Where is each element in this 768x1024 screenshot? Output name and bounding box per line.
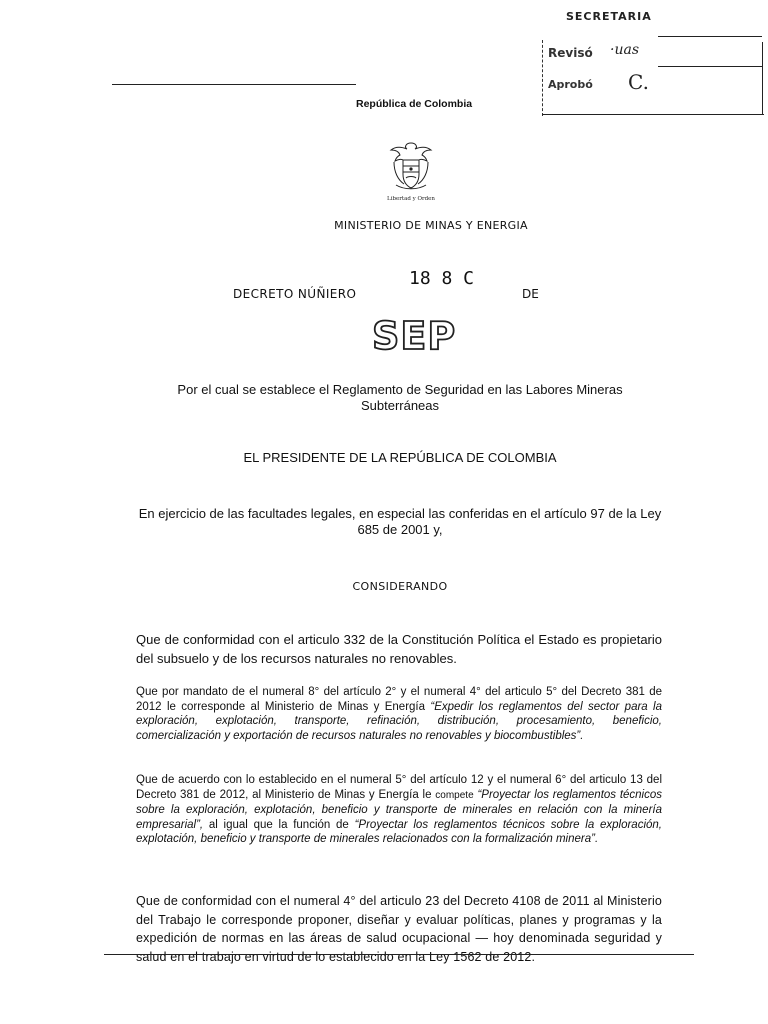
considering-paragraph-3 <box>136 773 662 847</box>
decree-label: DECRETO NÚÑIERO <box>233 287 357 301</box>
paragraph-3-text: Que de acuerdo con lo establecido en el numeral 5° del artículo 12 y el numeral 6° del articulo 13 del Decreto 381 de 2012, al Ministerio de Minas y Energía le <box>136 774 662 801</box>
stamp-aprobo-label: Aprobó <box>548 78 593 91</box>
paragraph-3-quote-2: “Proyectar los reglamentos técnicos sobre la exploración, explotación, beneficio y transporte de minerales relacionados con la formalización minera”. <box>136 818 662 845</box>
stamp-title: SECRETARIA <box>566 10 652 23</box>
stamp-reviso-signature: ·uas <box>610 42 639 58</box>
date-stamp-month: SEP <box>372 314 457 358</box>
stamp-frame-left <box>542 40 543 116</box>
footer-rule <box>104 954 694 955</box>
secretaria-stamp <box>540 6 766 116</box>
considering-paragraph-2 <box>136 685 662 743</box>
considering-paragraph-4: Que de conformidad con el numeral 4° del articulo 23 del Decreto 4108 de 2011 al Ministerio del Trabajo le corresponde proponer, diseñar y evaluar políticas, planes y programas y la expedición de normas en las áreas de salud ocupacional — hoy denominada seguridad y salud en el trabajo en virtud de lo establecido en la Ley 1562 de 2012. <box>136 894 662 964</box>
stamp-aprobo-signature: C. <box>628 70 649 94</box>
considerando-heading: CONSIDERANDO <box>352 580 448 593</box>
seal-motto: Libertad y Orden <box>387 196 435 202</box>
stamp-frame-right <box>762 42 763 114</box>
paragraph-3-quote-1: “Proyectar los reglamentos técnicos sobre la exploración, explotación, beneficio y transporte de minerales en relación con la minería empresarial”, <box>136 788 663 831</box>
coat-of-arms-icon <box>386 140 436 204</box>
republic-heading: República de Colombia <box>356 98 473 110</box>
paragraph-3-mid: al igual que la función de <box>208 818 349 831</box>
decree-number: 18 8 C <box>409 268 475 289</box>
president-heading: EL PRESIDENTE DE LA REPÚBLICA DE COLOMBIA <box>243 450 557 465</box>
paragraph-2-text: Que por mandato de el numeral 8° del artículo 2° y el numeral 4° del articulo 5° del Decreto 381 de 2012 le corresponde al Ministerio de Minas y Energía <box>136 686 662 713</box>
stamp-reviso-label: Revisó <box>548 46 593 60</box>
ministry-heading: MINISTERIO DE MINAS Y ENERGIA <box>334 219 528 232</box>
stamp-frame-bottom <box>542 114 764 115</box>
faculties-clause: En ejercicio de las facultades legales, en especial las conferidas en el artículo 97 de la Ley 685 de 2001 y, <box>138 506 662 537</box>
decree-subject: Por el cual se establece el Reglamento de Seguridad en las Labores Mineras Subterráneas <box>177 382 623 413</box>
decree-date-label: DE <box>522 287 539 301</box>
stamp-row-rule <box>658 66 762 67</box>
considering-paragraph-1: Que de conformidad con el articulo 332 de la Constitución Política el Estado es propietario del subsuelo y de los recursos naturales no renovables. <box>136 632 662 666</box>
paragraph-2-quote: “Expedir los reglamentos del sector para la exploración, explotación, transporte, refinación, distribución, procesamiento, beneficio, comercialización y exportación de recursos naturales no renovables y biocombustibles”. <box>136 700 662 742</box>
header-rule <box>112 84 356 85</box>
stamp-rule <box>658 36 762 37</box>
paragraph-3-compete: compete <box>435 789 474 801</box>
